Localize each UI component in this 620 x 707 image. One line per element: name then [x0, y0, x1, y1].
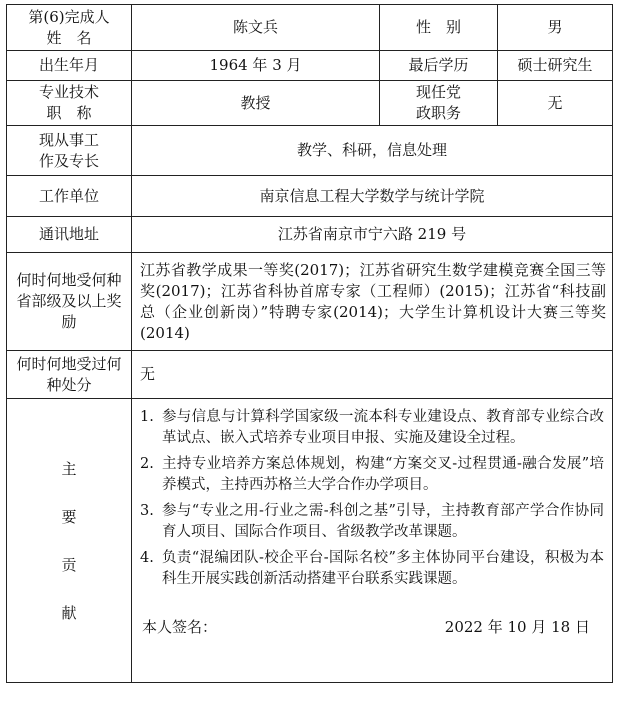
label-unit: 工作单位 [7, 176, 132, 217]
value-unit: 南京信息工程大学数学与统计学院 [132, 176, 613, 217]
contrib-char-2: 要 [61, 507, 77, 526]
value-gender: 男 [498, 5, 613, 51]
contrib-char-3: 贡 [61, 555, 77, 574]
value-punish: 无 [132, 351, 613, 399]
list-item: 3. 参与“专业之用-行业之需-科创之基”引导，主持教育部产学合作协同育人项目、国际合作项目、省级教学改革课题。 [140, 503, 604, 540]
label-post: 现任党 政职务 [380, 81, 498, 126]
value-education: 硕士研究生 [498, 51, 613, 81]
value-birth: 1964 年 3 月 [132, 51, 380, 81]
value-name: 陈文兵 [132, 5, 380, 51]
label-awards: 何时何地受何种 省部级及以上奖 励 [7, 253, 132, 351]
row-title [7, 81, 613, 126]
row-contributions [7, 399, 613, 683]
signature-line [132, 595, 612, 638]
label-birth: 出生年月 [7, 51, 132, 81]
label-gender: 性 别 [380, 5, 498, 51]
value-awards: 江苏省教学成果一等奖(2017)；江苏省研究生数学建模竞赛全国三等奖(2017)；江苏省科协首席专家（工程师）(2015)；江苏省“科技副总（企业创新岗）”特聘专家(2014)；大学生计算机设计大赛三等奖(2014) [132, 253, 613, 351]
list-item: 2. 主持专业培养方案总体规划，构建“方案交叉-过程贯通-融合发展”培养模式，主持西苏格兰大学合作办学项目。 [140, 456, 604, 493]
value-work: 教学、科研，信息处理 [132, 126, 613, 176]
row-birth [7, 51, 613, 81]
label-work: 现从事工 作及专长 [7, 126, 132, 176]
row-address [7, 217, 613, 253]
row-awards [7, 253, 613, 351]
row-name [7, 5, 613, 51]
list-item: 1. 参与信息与计算科学国家级一流本科专业建设点、教育部专业综合改革试点、嵌入式培养专业项目申报、实施及建设全过程。 [140, 409, 604, 446]
row-work [7, 126, 613, 176]
value-address: 江苏省南京市宁六路 219 号 [132, 217, 613, 253]
row-unit [7, 176, 613, 217]
contrib-char-4: 献 [61, 603, 77, 622]
contrib-char-1: 主 [61, 459, 77, 478]
value-title: 教授 [132, 81, 380, 126]
list-item: 4. 负责“混编团队-校企平台-国际名校”多主体协同平台建设，积极为本科生开展实践创新活动搭建平台联系实践课题。 [140, 550, 604, 587]
label-education: 最后学历 [380, 51, 498, 81]
signature-label: 本人签名： [142, 618, 218, 636]
label-name: 第(6)完成人 姓 名 [7, 5, 132, 51]
contributions-list [132, 399, 612, 590]
contributions-body [132, 399, 613, 683]
label-contributions [7, 399, 132, 683]
label-address: 通讯地址 [7, 217, 132, 253]
signature-date: 2022 年 10 月 18 日 [444, 618, 590, 636]
label-punish: 何时何地受过何 种处分 [7, 351, 132, 399]
label-title: 专业技术 职 称 [7, 81, 132, 126]
value-post: 无 [498, 81, 613, 126]
personnel-form-table [6, 4, 613, 683]
row-punish [7, 351, 613, 399]
